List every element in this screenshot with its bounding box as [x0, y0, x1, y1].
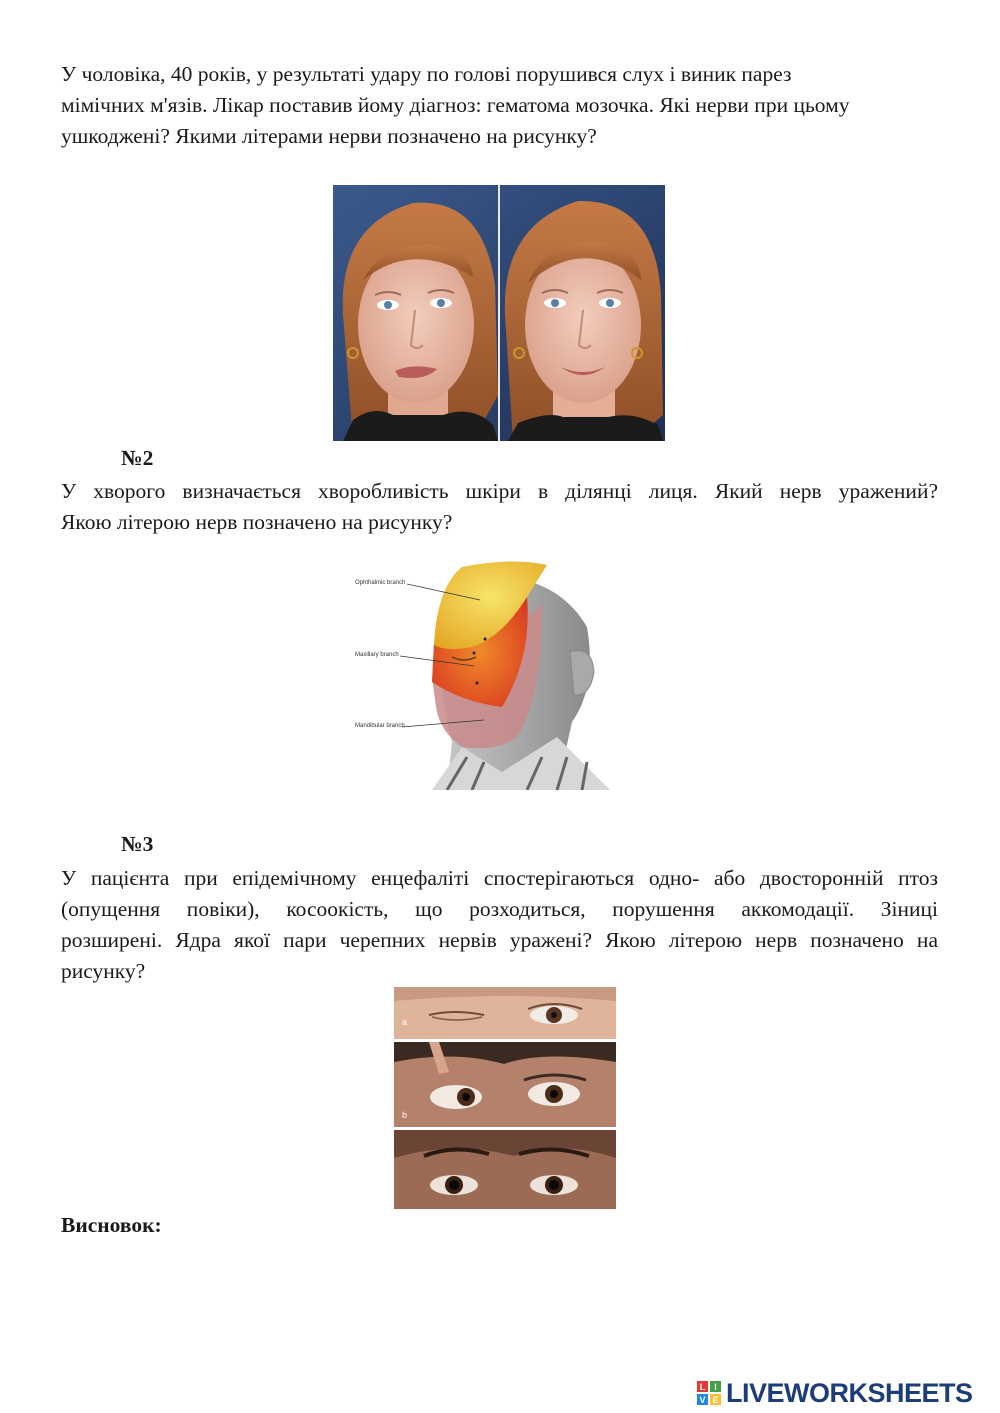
- ophthalmic-branch-label: Ophthalmic branch: [355, 580, 406, 586]
- task1-text: [61, 59, 938, 152]
- task1-line: ушкоджені? Якими літерами нерви позначено на рисунку?: [61, 124, 597, 148]
- facial-palsy-photo: [333, 185, 665, 441]
- task2-line: У хворого визначається хворобливість шкіри в ділянці лиця. Який нерв уражений?: [61, 479, 938, 503]
- logo-tile: I: [710, 1381, 721, 1392]
- trigeminal-branches-figure: [352, 557, 612, 790]
- task3-heading: №3: [121, 832, 154, 856]
- oculomotor-eyes-figure: [394, 987, 616, 1209]
- logo-tile: V: [697, 1394, 708, 1405]
- logo-text: LIVEWORKSHEETS: [726, 1377, 973, 1408]
- task3-line: рисунку?: [61, 959, 146, 983]
- head-illustration: [352, 557, 612, 790]
- logo-tiles: [697, 1381, 721, 1405]
- task3-line: розширені. Ядра якої пари черепних нервів уражені? Якою літерою нерв позначено на: [61, 928, 938, 952]
- task3-text: [61, 863, 938, 987]
- label-a: a: [402, 1017, 408, 1027]
- facial-palsy-illustration: [333, 185, 665, 441]
- task2-line: Якою літерою нерв позначено на рисунку?: [61, 510, 453, 534]
- eye-strip-b: [394, 1042, 616, 1127]
- task3-line: У пацієнта при епідемічному енцефаліті спостерігаються одно- або двосторонній птоз: [61, 866, 938, 890]
- task1-line: У чоловіка, 40 років, у результаті удару по голові порушився слух і виник парез: [61, 62, 792, 86]
- mandibular-branch-label: Mandibular branch: [355, 723, 405, 729]
- task2-text: [61, 476, 938, 538]
- eye-strip-c: [394, 1130, 616, 1209]
- logo-tile: E: [710, 1394, 721, 1405]
- task1-line: мімічних м'язів. Лікар поставив йому діагноз: гематома мозочка. Які нерви при цьому: [61, 93, 850, 117]
- logo-tile: L: [697, 1381, 708, 1392]
- label-b: b: [402, 1110, 408, 1120]
- conclusion-label: Висновок:: [61, 1213, 162, 1237]
- eye-strip-a: [394, 987, 616, 1039]
- task2-heading: №2: [121, 446, 154, 470]
- task3-line: (опущення повіки), косоокість, що розходиться, порушення аккомодації. Зіниці: [61, 897, 938, 921]
- liveworksheets-logo[interactable]: [697, 1378, 973, 1408]
- maxillary-branch-label: Maxillary branch: [355, 652, 399, 658]
